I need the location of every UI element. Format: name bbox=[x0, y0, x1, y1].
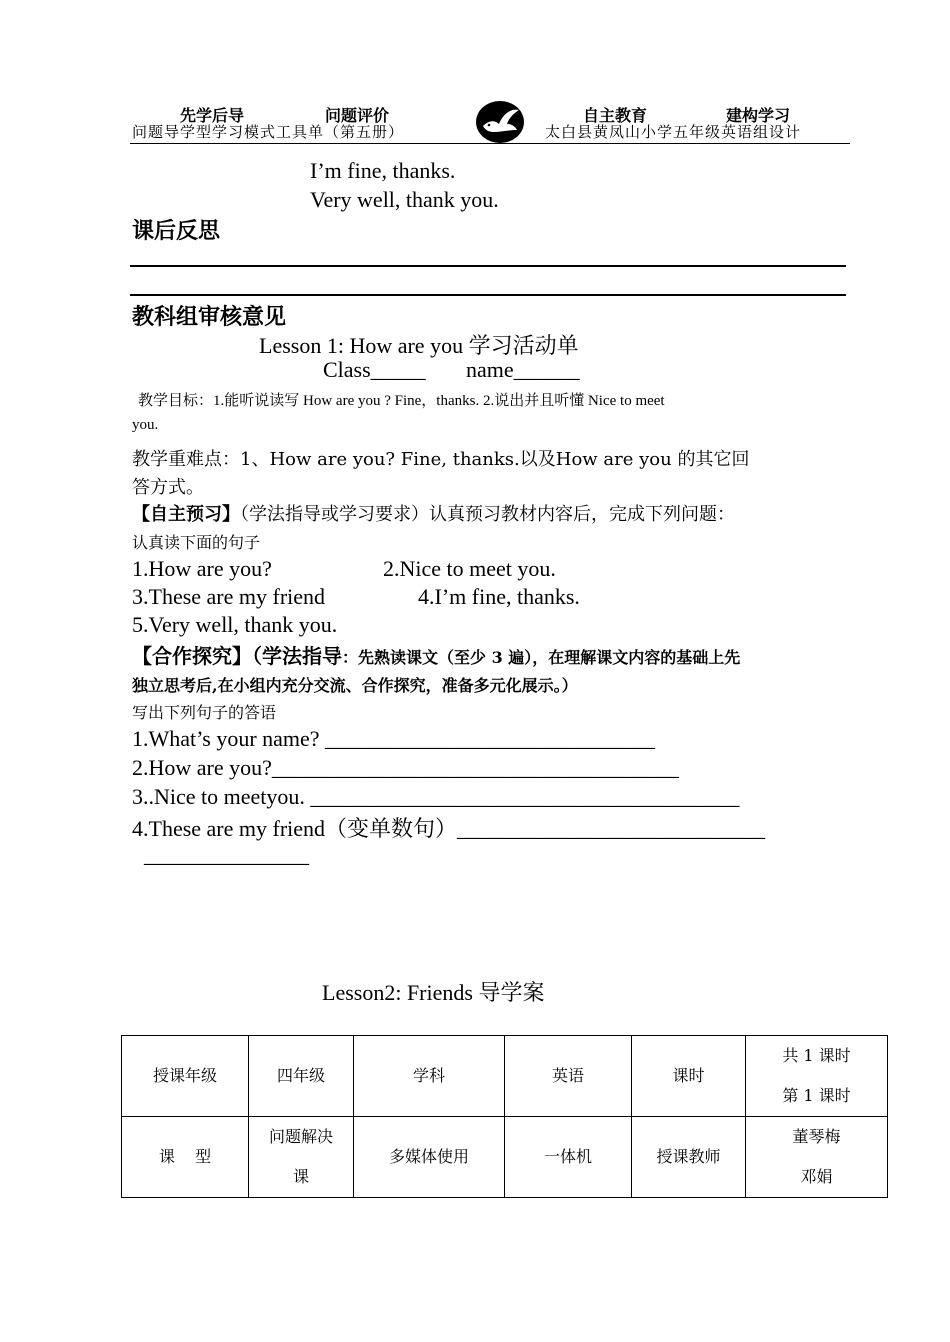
table-row bbox=[122, 1036, 888, 1117]
lesson1-title: Lesson 1: How are you 学习活动单 bbox=[259, 333, 579, 358]
name-label: name______ bbox=[466, 357, 580, 382]
write-instruction: 写出下列句子的答语 bbox=[132, 703, 277, 722]
period-total: 共 1 课时 bbox=[782, 1046, 851, 1065]
reflection-line-1 bbox=[130, 265, 846, 267]
coop-text-2: 独立思考后,在小组内充分交流、合作探究，准备多元化展示。） bbox=[132, 676, 578, 695]
table-row bbox=[122, 1117, 888, 1198]
table-cell bbox=[249, 1117, 354, 1198]
motto-right-1: 自主教育 bbox=[583, 106, 648, 125]
motto-left-2: 问题评价 bbox=[325, 106, 390, 125]
question-4-cont: _______________ bbox=[144, 842, 309, 867]
teacher-1: 董琴梅 bbox=[792, 1127, 841, 1146]
table-cell: 四年级 bbox=[249, 1036, 354, 1117]
lesson-type-1: 问题解决 bbox=[268, 1127, 333, 1146]
coop-section bbox=[132, 640, 740, 669]
answer-line-1: I’m fine, thanks. bbox=[310, 158, 456, 183]
preview-heading: 【自主预习】 bbox=[132, 504, 240, 525]
read-instruction: 认真读下面的句子 bbox=[132, 533, 261, 552]
review-title: 教科组审核意见 bbox=[132, 305, 287, 330]
table-cell: 一体机 bbox=[505, 1117, 632, 1198]
table-cell: 课时 bbox=[632, 1036, 746, 1117]
dove-logo-icon bbox=[475, 100, 525, 144]
table-cell bbox=[746, 1036, 888, 1117]
coop-text-1: ：先熟读课文（至少 3 遍），在理解课文内容的基础上先 bbox=[342, 648, 741, 667]
lesson2-title: Lesson2: Friends 导学案 bbox=[322, 980, 545, 1005]
question-2: 2.How are you?_____________________________________ bbox=[132, 755, 679, 780]
period-current: 第 1 课时 bbox=[782, 1086, 851, 1105]
reflection-title: 课后反思 bbox=[132, 219, 221, 244]
sentence-1: 1.How are you? bbox=[132, 556, 272, 581]
table-cell bbox=[746, 1117, 888, 1198]
preview-section bbox=[132, 500, 735, 526]
lesson-info-table bbox=[121, 1035, 888, 1198]
teaching-difficulty bbox=[132, 445, 749, 471]
teacher-2: 邓娟 bbox=[800, 1167, 833, 1186]
subtitle-right: 太白县黄凤山小学五年级英语组设计 bbox=[545, 123, 802, 141]
table-cell: 授课年级 bbox=[122, 1036, 249, 1117]
sentence-3: 3.These are my friend bbox=[132, 584, 326, 609]
difficulty-text: 教学重难点：1、How are you? Fine, thanks.以及How are you 的其它回 bbox=[132, 449, 750, 470]
sentence-2: 2.Nice to meet you. bbox=[383, 556, 556, 581]
class-label: Class_____ bbox=[323, 357, 426, 382]
question-3: 3..Nice to meetyou. _______________________________________ bbox=[132, 784, 740, 809]
teaching-goals-cont: you. bbox=[132, 417, 159, 433]
motto-right-2: 建构学习 bbox=[726, 106, 791, 125]
reflection-line-2 bbox=[130, 294, 846, 296]
lesson-type-2: 课 bbox=[292, 1167, 309, 1186]
question-1: 1.What’s your name? ______________________________ bbox=[132, 726, 656, 751]
header-rule bbox=[130, 143, 850, 144]
sentence-4: 4.I’m fine, thanks. bbox=[418, 584, 580, 609]
coop-heading: 【合作探究】（学法指导 bbox=[132, 644, 342, 668]
question-4: 4.These are my friend（变单数句）____________________________ bbox=[132, 816, 766, 841]
preview-text: （学法指导或学习要求）认真预习教材内容后，完成下列问题： bbox=[240, 504, 735, 525]
table-cell: 课 型 bbox=[122, 1117, 249, 1198]
teaching-goals: 教学目标：1.能听说读写 How are you ? Fine，thanks. 2.说出并且听懂 Nice to meet bbox=[138, 393, 665, 409]
table-cell: 多媒体使用 bbox=[354, 1117, 505, 1198]
table-cell: 授课教师 bbox=[632, 1117, 746, 1198]
sentence-5: 5.Very well, thank you. bbox=[132, 612, 338, 637]
table-cell: 英语 bbox=[505, 1036, 632, 1117]
motto-left-1: 先学后导 bbox=[180, 106, 245, 125]
table-cell: 学科 bbox=[354, 1036, 505, 1117]
teaching-difficulty-cont: 答方式。 bbox=[132, 477, 204, 498]
answer-line-2: Very well, thank you. bbox=[310, 187, 499, 212]
subtitle-left: 问题导学型学习模式工具单（第五册） bbox=[132, 123, 405, 141]
